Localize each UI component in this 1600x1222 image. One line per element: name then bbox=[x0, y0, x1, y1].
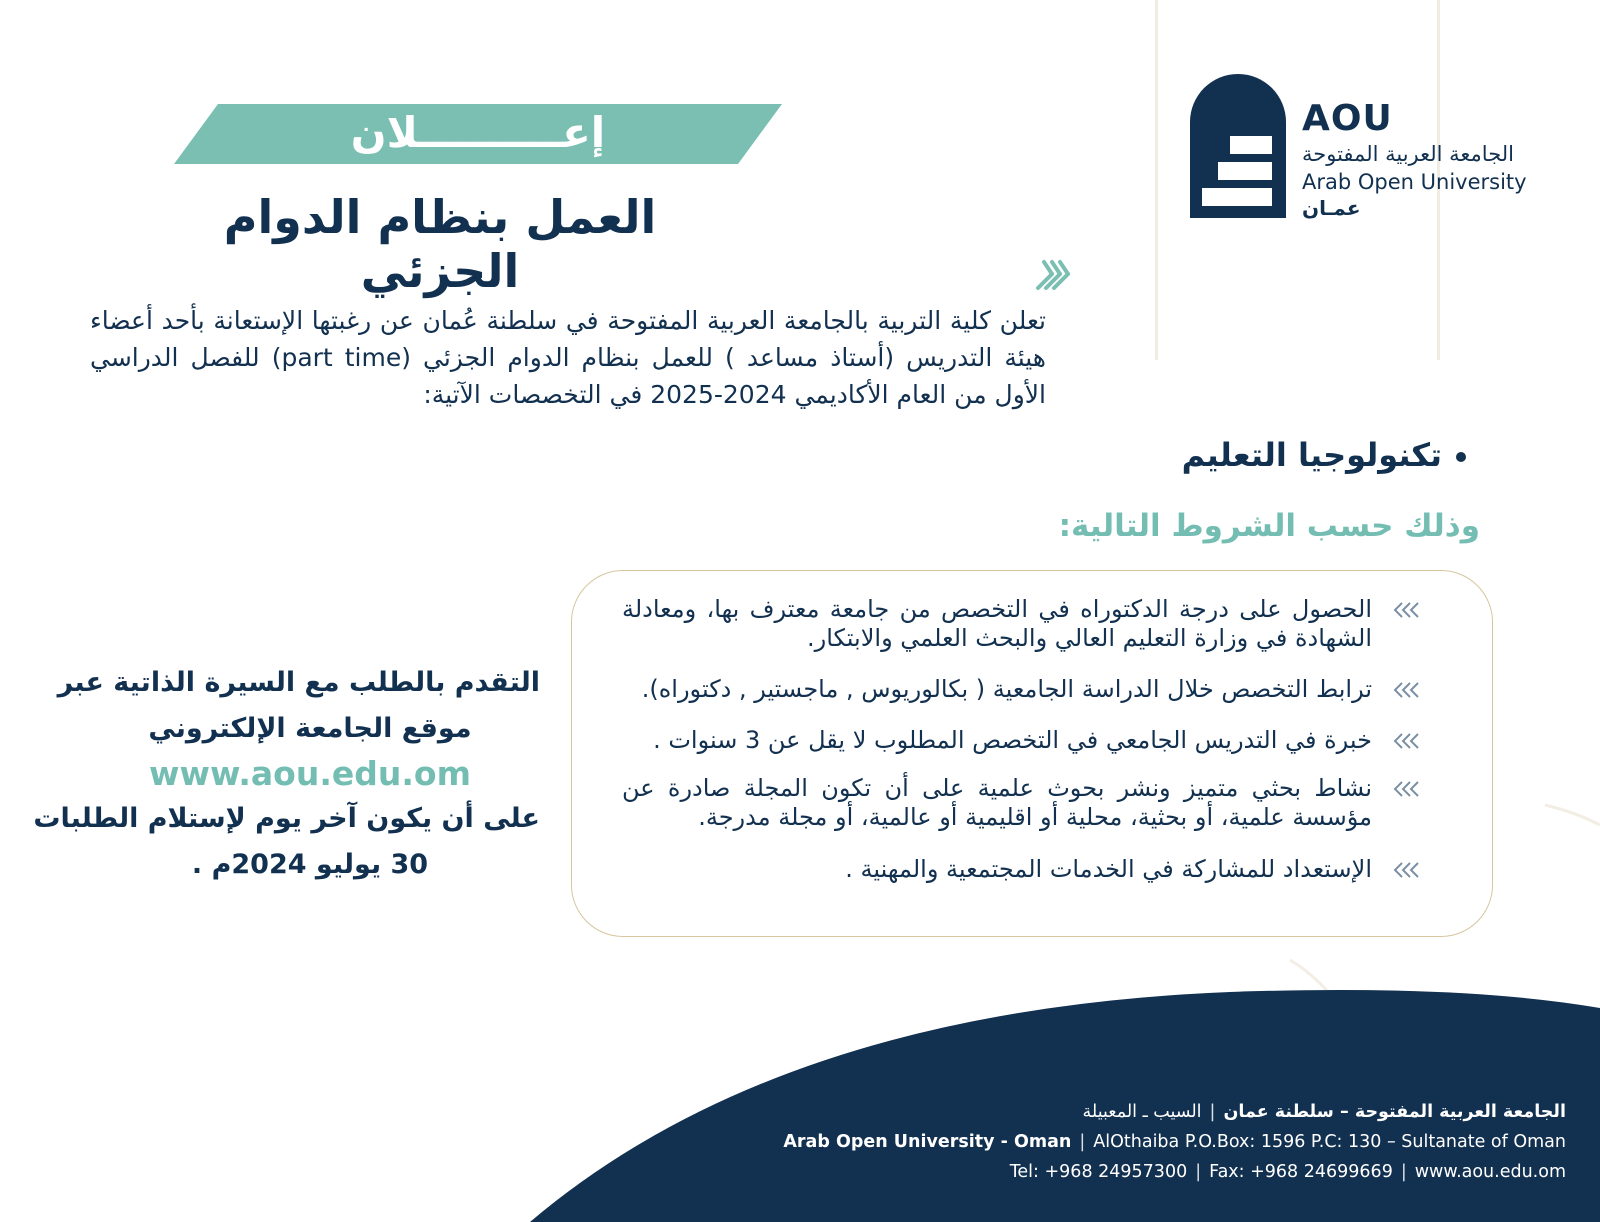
conditions-heading: وذلك حسب الشروط التالية: bbox=[1058, 508, 1480, 544]
footer-arabic-location: السيب ـ المعبيلة bbox=[1082, 1102, 1202, 1122]
apply-line-3: على أن يكون آخر يوم لإستلام الطلبات bbox=[33, 803, 540, 834]
footer-website-link[interactable]: www.aou.edu.om bbox=[1414, 1162, 1566, 1182]
footer-arabic-name: الجامعة العربية المفتوحة – سلطنة عمان bbox=[1223, 1102, 1566, 1122]
condition-item: ترابط التخصص خلال الدراسة الجامعية ( بكالوريوس , ماجستير , دكتوراه). bbox=[622, 675, 1422, 704]
apply-line-1: التقدم بالطلب مع السيرة الذاتية عبر bbox=[57, 667, 540, 698]
specialty-label: تكنولوجيا التعليم bbox=[1181, 436, 1442, 474]
footer-tel: Tel: +968 24957300 bbox=[1009, 1162, 1188, 1182]
condition-item: الإستعداد للمشاركة في الخدمات المجتمعية والمهنية . bbox=[622, 855, 1422, 884]
condition-item: الحصول على درجة الدكتوراه في التخصص من جامعة معترف بها، ومعادلة الشهادة في وزارة التعليم العالي والبحث العلمي والابتكار. bbox=[622, 595, 1422, 653]
footer-fax: Fax: +968 24699669 bbox=[1209, 1162, 1393, 1182]
page-title: العمل بنظام الدوام الجزئي bbox=[223, 190, 657, 298]
condition-item: خبرة في التدريس الجامعي في التخصص المطلوب لا يقل عن 3 سنوات . bbox=[622, 726, 1422, 755]
deadline-date: 30 يوليو 2024م . bbox=[191, 849, 429, 880]
apply-line-2: موقع الجامعة الإلكتروني bbox=[148, 713, 472, 744]
banner-label: إعــــــــــلان bbox=[350, 108, 606, 157]
logo-branch: عمـان bbox=[1302, 196, 1361, 220]
footer-arabic-row: الجامعة العربية المفتوحة – سلطنة عمان|السيب ـ المعبيلة bbox=[1082, 1102, 1566, 1122]
logo-name-arabic: الجامعة العربية المفتوحة bbox=[1302, 142, 1514, 166]
footer-english-name: Arab Open University - Oman bbox=[783, 1132, 1072, 1152]
intro-paragraph: تعلن كلية التربية بالجامعة العربية المفتوحة في سلطنة عُمان عن رغبتها الإستعانة بأحد أعضاء هيئة التدريس (أستاذ مساعد ) للعمل بنظام الدوام الجزئي (part time) للفصل الدراسي الأول من العام الأكاديمي 2024-2025 في التخصصات الآتية: bbox=[90, 306, 1046, 409]
logo-abbreviation: AOU bbox=[1302, 98, 1393, 139]
footer-english-address: AlOthaiba P.O.Box: 1596 P.C: 130 – Sultanate of Oman bbox=[1093, 1132, 1566, 1152]
website-link[interactable]: www.aou.edu.om bbox=[149, 754, 471, 793]
footer-contact-row: Tel: +968 24957300 | Fax: +968 24699669 | www.aou.edu.om bbox=[1009, 1162, 1566, 1182]
footer-english-row: Arab Open University - Oman | AlOthaiba P.O.Box: 1596 P.C: 130 – Sultanate of Oman bbox=[783, 1132, 1566, 1152]
condition-item: نشاط بحثي متميز ونشر بحوث علمية على أن تكون المجلة صادرة عن مؤسسة علمية، أو بحثية، محلية أو اقليمية أو عالمية، أو مجلة مدرجة. bbox=[622, 774, 1422, 832]
logo-name-english: Arab Open University bbox=[1302, 170, 1527, 194]
